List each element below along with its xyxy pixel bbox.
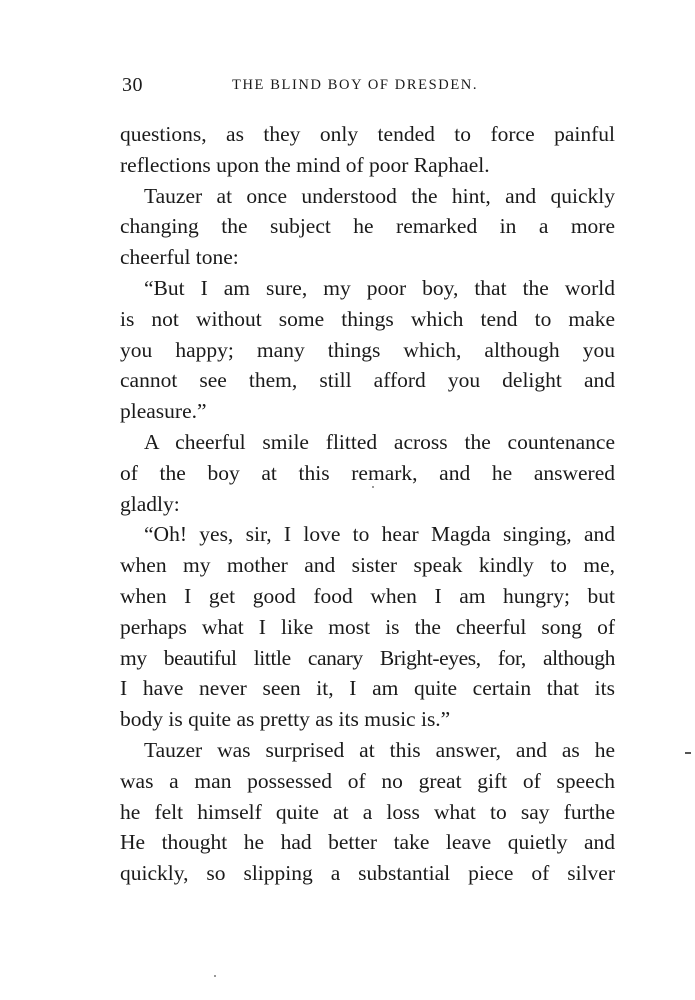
margin-mark <box>685 752 691 754</box>
text-line: reflections upon the mind of poor Raphael. <box>120 152 490 177</box>
text-line: my beautiful little canary Bright-eyes, for, although <box>120 645 615 670</box>
text-line: pleasure.” <box>120 399 207 424</box>
text-line: “Oh! yes, sir, I love to hear Magda singing, and <box>144 522 615 547</box>
text-line: is not without some things which tend to make <box>120 306 615 331</box>
text-line: cheerful tone: <box>120 245 239 270</box>
page-number: 30 <box>122 74 143 96</box>
running-title: THE BLIND BOY OF DRESDEN. <box>232 77 479 93</box>
running-head <box>120 74 615 102</box>
text-line: gladly: <box>120 491 180 516</box>
text-line: changing the subject he remarked in a more <box>120 214 615 239</box>
text-line: A cheerful smile flitted across the countenance <box>144 429 615 454</box>
paper-speck <box>372 486 374 488</box>
text-line: you happy; many things which, although you <box>120 337 615 362</box>
text-line: cannot see them, still afford you delight and <box>120 368 615 393</box>
text-line: He thought he had better take leave quietly and <box>120 830 615 855</box>
text-line: Tauzer at once understood the hint, and quickly <box>144 183 615 208</box>
text-line: when my mother and sister speak kindly to me, <box>120 553 615 578</box>
text-line: of the boy at this remark, and he answered <box>120 460 615 485</box>
text-line: I have never seen it, I am quite certain that its <box>120 676 615 701</box>
text-line: Tauzer was surprised at this answer, and as he <box>144 737 615 762</box>
text-line: was a man possessed of no great gift of speech <box>120 768 615 793</box>
text-line: quickly, so slipping a substantial piece of silver <box>120 861 615 886</box>
paper-speck <box>214 975 216 977</box>
text-line: body is quite as pretty as its music is.” <box>120 707 451 732</box>
text-line: he felt himself quite at a loss what to say furthe <box>120 799 615 824</box>
text-line: “But I am sure, my poor boy, that the world <box>144 275 615 300</box>
text-line: questions, as they only tended to force painful <box>120 122 615 146</box>
text-line: perhaps what I like most is the cheerful song of <box>120 614 615 639</box>
body-text <box>120 119 615 889</box>
text-line: when I get good food when I am hungry; but <box>120 583 615 608</box>
